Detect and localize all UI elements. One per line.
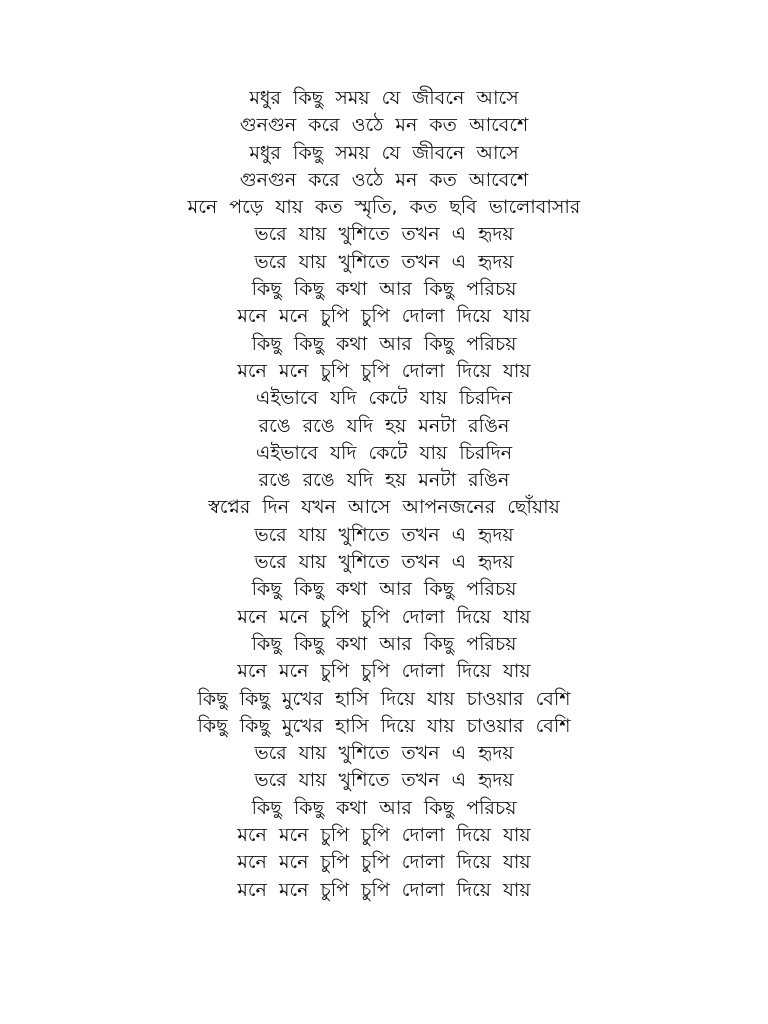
lyric-line: মনে মনে চুপি চুপি দোলা দিয়ে যায় xyxy=(237,305,531,328)
lyric-line: মনে মনে চুপি চুপি দোলা দিয়ে যায় xyxy=(237,878,531,901)
lyric-line: ভরে যায় খুশিতে তখন এ হৃদয় xyxy=(254,551,514,574)
lyric-line: ভরে যায় খুশিতে তখন এ হৃদয় xyxy=(254,742,514,765)
lyric-line: মধুর কিছু সময় যে জীবনে আসে xyxy=(249,87,519,109)
lyric-line: এইভাবে যদি কেটে যায় চিরদিন xyxy=(255,387,513,410)
lyric-line: কিছু কিছু কথা আর কিছু পরিচয় xyxy=(251,632,517,655)
lyric-line: স্বপ্নের দিন যখন আসে আপনজনের ছোঁয়ায় xyxy=(208,496,560,519)
lyric-line: ভরে যায় খুশিতে তখন এ হৃদয় xyxy=(254,523,514,546)
lyric-line: ভরে যায় খুশিতে তখন এ হৃদয় xyxy=(254,223,514,246)
lyric-line: ভরে যায় খুশিতে তখন এ হৃদয় xyxy=(254,769,514,792)
lyric-line: রঙে রঙে যদি হয় মনটা রঙিন xyxy=(258,414,510,437)
lyric-line: মনে মনে চুপি চুপি দোলা দিয়ে যায় xyxy=(237,851,531,874)
lyric-line: গুনগুন করে ওঠে মন কত আবেশে xyxy=(239,168,529,191)
lyric-line: মনে মনে চুপি চুপি দোলা দিয়ে যায় xyxy=(237,824,531,847)
lyric-line: কিছু কিছু কথা আর কিছু পরিচয় xyxy=(251,278,517,301)
document-page xyxy=(0,85,768,904)
lyrics-text xyxy=(0,85,768,904)
lyric-line: কিছু কিছু কথা আর কিছু পরিচয় xyxy=(251,796,517,819)
lyric-line: গুনগুন করে ওঠে মন কত আবেশে xyxy=(239,114,529,137)
lyric-line: মনে মনে চুপি চুপি দোলা দিয়ে যায় xyxy=(237,605,531,628)
lyric-line: কিছু কিছু কথা আর কিছু পরিচয় xyxy=(251,578,517,601)
lyric-line: কিছু কিছু মুখের হাসি দিয়ে যায় চাওয়ার বেশি xyxy=(197,687,571,710)
lyric-line: কিছু কিছু কথা আর কিছু পরিচয় xyxy=(251,332,517,355)
lyric-line: মধুর কিছু সময় যে জীবনে আসে xyxy=(249,141,519,164)
lyric-line: রঙে রঙে যদি হয় মনটা রঙিন xyxy=(258,469,510,492)
lyric-line: ভরে যায় খুশিতে তখন এ হৃদয় xyxy=(254,250,514,273)
lyric-line: এইভাবে যদি কেটে যায় চিরদিন xyxy=(255,441,513,464)
lyric-line: মনে মনে চুপি চুপি দোলা দিয়ে যায় xyxy=(237,359,531,382)
lyric-line: মনে মনে চুপি চুপি দোলা দিয়ে যায় xyxy=(237,660,531,683)
lyric-line: কিছু কিছু মুখের হাসি দিয়ে যায় চাওয়ার বেশি xyxy=(197,714,571,737)
lyric-line: মনে পড়ে যায় কত স্মৃতি, কত ছবি ভালোবাসার xyxy=(187,196,581,219)
